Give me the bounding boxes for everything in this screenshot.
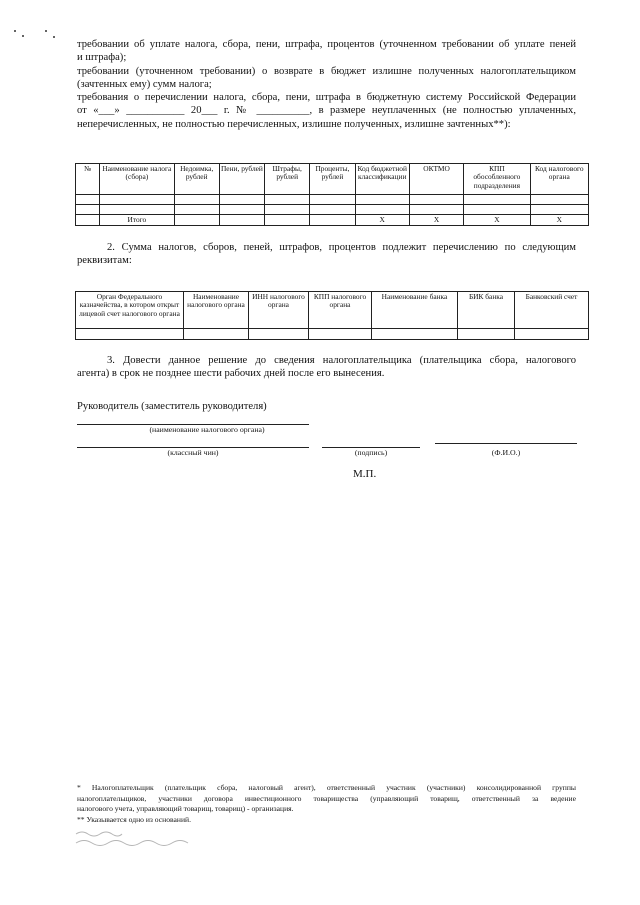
table-cell [310,205,355,215]
footnote-line: * Налогоплательщик (плательщик сбора, налоговый агент), ответственный участник (участники) консолидированной группы [77,783,576,792]
x-mark: X [355,215,409,226]
basis-list [77,38,576,131]
requisites-table [75,291,589,340]
stamp-place: М.П. [353,468,377,480]
footnote-line: налогоплательщиков, участники договора инвестиционного товарищества (управляющий товарищ, ответственный за ведение [77,793,576,803]
table-cell [409,195,463,205]
table-cell [310,215,355,226]
fio-line [435,443,577,444]
column-header: ИНН налогового органа [249,292,309,329]
column-header: Код бюджетной классификации [355,164,409,195]
body-line: и штрафа); [77,52,127,64]
table-cell [100,205,174,215]
table-header-row [76,292,589,329]
body-line: требовании об уплате налога, сбора, пени, штрафа, процентов (уточненном требовании об уплате пеней [77,39,576,50]
table-cell [76,195,100,205]
table-cell [309,329,372,340]
scan-speck [53,36,55,38]
table-cell [515,329,589,340]
rank-caption: (классный чин) [167,448,219,457]
column-header: Банковский счет [515,292,589,329]
table-cell [76,215,100,226]
table-cell [265,195,310,205]
footnotes [77,783,576,825]
table-total-row [76,215,589,226]
table-cell [174,215,219,226]
x-mark: X [464,215,530,226]
body-line: требования о перечислении налога, сбора, пени, штрафа в бюджетную систему Российской Федерации [77,92,576,104]
column-header: Наименование налога (сбора) [100,164,174,195]
table-cell [372,329,458,340]
sign-caption: (подпись) [354,448,388,457]
x-mark: X [409,215,463,226]
org-caption: (наименование налогового органа) [149,425,265,434]
table-cell [310,195,355,205]
table-cell [265,205,310,215]
scan-speck [45,30,47,32]
table-cell [355,195,409,205]
table-cell [265,215,310,226]
footnote-line: налогового учета, управляющий товарищ, товарищ) - организация. [77,804,294,814]
table-cell [219,195,264,205]
table-cell [184,329,249,340]
table-cell [464,205,530,215]
table-row [76,329,589,340]
section-2 [77,241,576,268]
body-line: требовании (уточненном требовании) о возврате в бюджет излишне полученных налогоплательщиком [77,65,576,77]
column-header: Штрафы, рублей [265,164,310,195]
column-header: Наименование банка [372,292,458,329]
table-cell [409,205,463,215]
faint-stamp-mark [74,828,204,848]
column-header: Наименование налогового органа [184,292,249,329]
section-2-line: реквизитам: [77,255,132,267]
body-line: (зачтенных ему) сумм налога; [77,78,212,90]
footnote-line: ** Указывается одно из оснований. [77,814,191,824]
section-3 [77,354,576,381]
column-header: Проценты, рублей [310,164,355,195]
column-header: КПП обособленного подразделения [464,164,530,195]
table-cell [530,195,588,205]
table-cell [530,205,588,215]
column-header: КПП налогового органа [309,292,372,329]
scan-speck [14,30,16,32]
table-cell [458,329,515,340]
column-header: Код налогового органа [530,164,588,195]
table-cell [219,215,264,226]
table-cell [76,329,184,340]
x-mark: X [530,215,588,226]
column-header: Пени, рублей [219,164,264,195]
table-cell [249,329,309,340]
column-header: ОКТМО [409,164,463,195]
column-header: БИК банка [458,292,515,329]
section-3-line: 3. Довести данное решение до сведения налогоплательщика (плательщика сбора, налогового [107,355,576,366]
arrears-table [75,163,589,226]
column-header: Орган Федерального казначейства, в котором открыт лицевой счет налогового органа [76,292,184,329]
table-cell [100,195,174,205]
section-3-line: агента) в срок не позднее шести рабочих дней после его вынесения. [77,368,385,380]
table-cell [464,195,530,205]
table-row [76,205,589,215]
scan-speck [22,35,24,37]
table-cell [219,205,264,215]
table-cell [76,205,100,215]
body-line: от «___» ___________ 20___ г. № __________, в размере неуплаченных (не полностью уплаченных, [77,105,576,117]
column-header: № [76,164,100,195]
table-cell [355,205,409,215]
head-label: Руководитель (заместитель руководителя) [77,401,267,412]
table-header-row [76,164,589,195]
section-2-line: 2. Сумма налогов, сборов, пеней, штрафов, процентов подлежит перечислению по следующим [107,242,576,253]
table-row [76,195,589,205]
body-line: неперечисленных, не полностью перечисленных, излишне полученных, излишне зачтенных**): [77,118,511,130]
total-label: Итого [100,215,174,226]
column-header: Недоимка, рублей [174,164,219,195]
fio-caption: (Ф.И.О.) [491,448,521,457]
table-cell [174,205,219,215]
table-cell [174,195,219,205]
